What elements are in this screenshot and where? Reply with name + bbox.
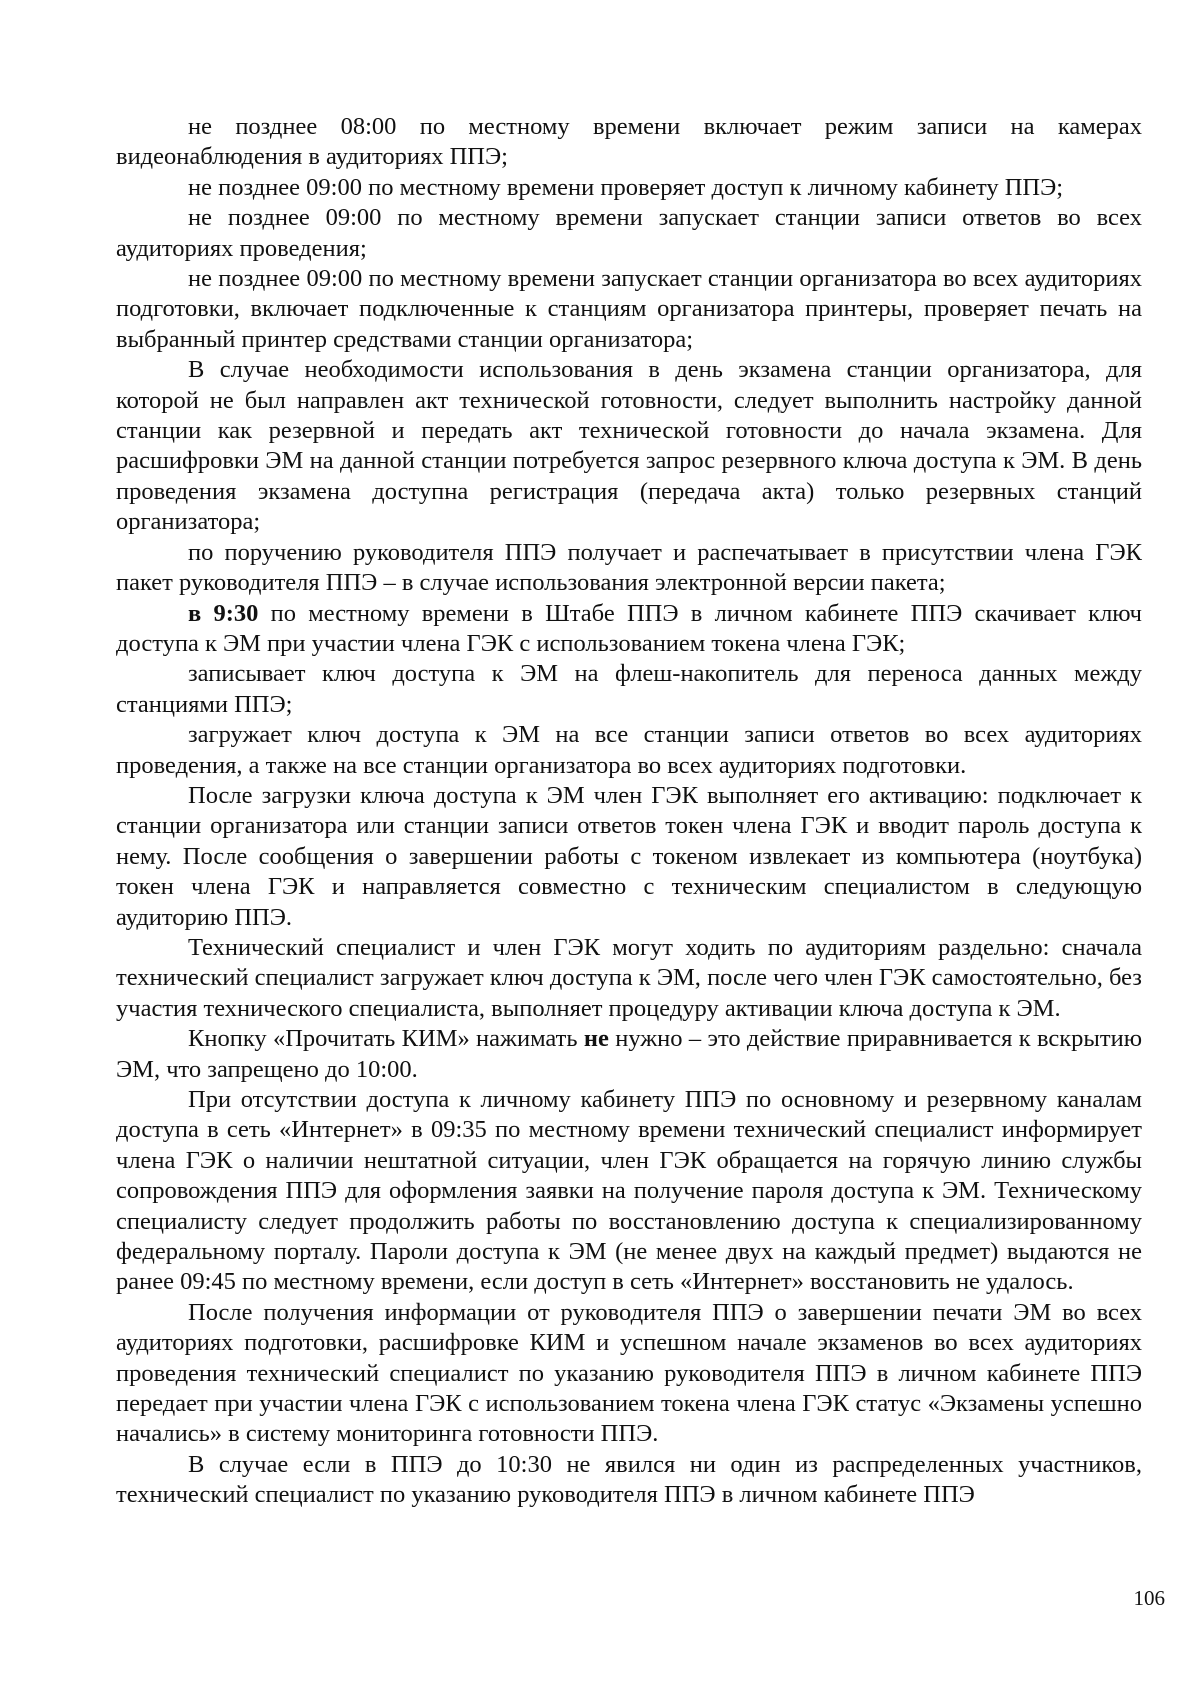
paragraph-read-kim-warning [116,1024,1142,1085]
paragraph-text: по местному времени в Штабе ППЭ в личном кабинете ППЭ скачивает ключ доступа к ЭМ при участии члена ГЭК с использованием токена члена ГЭК; [116,599,1142,657]
paragraph: по поручению руководителя ППЭ получает и распечатывает в присутствии члена ГЭК пакет руководителя ППЭ – в случае использования электронной версии пакета; [116,538,1142,597]
paragraph: После получения информации от руководителя ППЭ о завершении печати ЭМ во всех аудиториях подготовки, расшифровке КИМ и успешном начале экзаменов во всех аудиториях проведения технический специалист по указанию руководителя ППЭ в личном кабинете ППЭ передает при участии члена ГЭК с использованием токена члена ГЭК статус «Экзамены успешно начались» в систему мониторинга готовности ППЭ. [116,1298,1142,1448]
paragraph: В случае необходимости использования в день экзамена станции организатора, для которой не был направлен акт технической готовности, следует выполнить настройку данной станции как резервной и передать акт технической готовности до начала экзамена. Для расшифровки ЭМ на данной станции потребуется запрос резервного ключа доступа к ЭМ. В день проведения экзамена доступна регистрация (передача акта) только резервных станций организатора; [116,356,1142,536]
paragraph: загружает ключ доступа к ЭМ на все станции записи ответов во всех аудиториях проведения, а также на все станции организатора во всех аудиториях подготовки. [116,721,1142,779]
paragraph: При отсутствии доступа к личному кабинету ППЭ по основному и резервному каналам доступа в сеть «Интернет» в 09:35 по местному времени технический специалист информирует члена ГЭК о наличии нештатной ситуации, член ГЭК обращается на горячую линию службы сопровождения ППЭ для оформления заявки на получение пароля доступа к ЭМ. Техническому специалисту следует продолжить работы по восстановлению доступа к специализированному федеральному порталу. Пароли доступа к ЭМ (не менее двух на каждый предмет) выдаются не ранее 09:45 по местному времени, если доступ в сеть «Интернет» восстановить не удалось. [116,1086,1142,1296]
paragraph-text: нужно – это действие приравнивается к вскрытию ЭМ, что запрещено до 10:00. [116,1025,1142,1083]
bold-not: не [583,1025,609,1053]
paragraph-key-download [116,599,1142,660]
paragraph-text: Кнопку «Прочитать КИМ» нажимать [188,1025,584,1053]
paragraph: не позднее 09:00 по местному времени проверяет доступ к личному кабинету ППЭ; [188,173,1064,201]
paragraph: не позднее 09:00 по местному времени запускает станции организатора во всех аудиториях подготовки, включает подключенные к станциям организатора принтеры, проверяет печать на выбранный принтер средствами станции организатора; [116,265,1142,353]
paragraph: не позднее 09:00 по местному времени запускает станции записи ответов во всех аудиториях проведения; [116,204,1142,262]
bold-time: в 9:30 [188,599,259,627]
paragraph: записывает ключ доступа к ЭМ на флеш-накопитель для переноса данных между станциями ППЭ; [116,660,1142,718]
paragraph: Технический специалист и член ГЭК могут ходить по аудиториям раздельно: сначала технический специалист загружает ключ доступа к ЭМ, после чего член ГЭК самостоятельно, без участия технического специалиста, выполняет процедуру активации ключа доступа к ЭМ. [116,933,1142,1022]
paragraph: В случае если в ППЭ до 10:30 не явился ни один из распределенных участников, технический специалист по указанию руководителя ППЭ в личном кабинете ППЭ [116,1450,1142,1509]
paragraph: После загрузки ключа доступа к ЭМ член ГЭК выполняет его активацию: подключает к станции организатора или станции записи ответов токен члена ГЭК и вводит пароль доступа к нему. После сообщения о завершении работы с токеном извлекает из компьютера (ноутбука) токен члена ГЭК и направляется совместно с техническим специалистом в следующую аудиторию ППЭ. [116,781,1142,931]
paragraph: не позднее 08:00 по местному времени включает режим записи на камерах видеонаблюдения в аудиториях ППЭ; [116,113,1142,171]
body-text [116,112,1142,1511]
page-number: 106 [1133,1586,1165,1610]
